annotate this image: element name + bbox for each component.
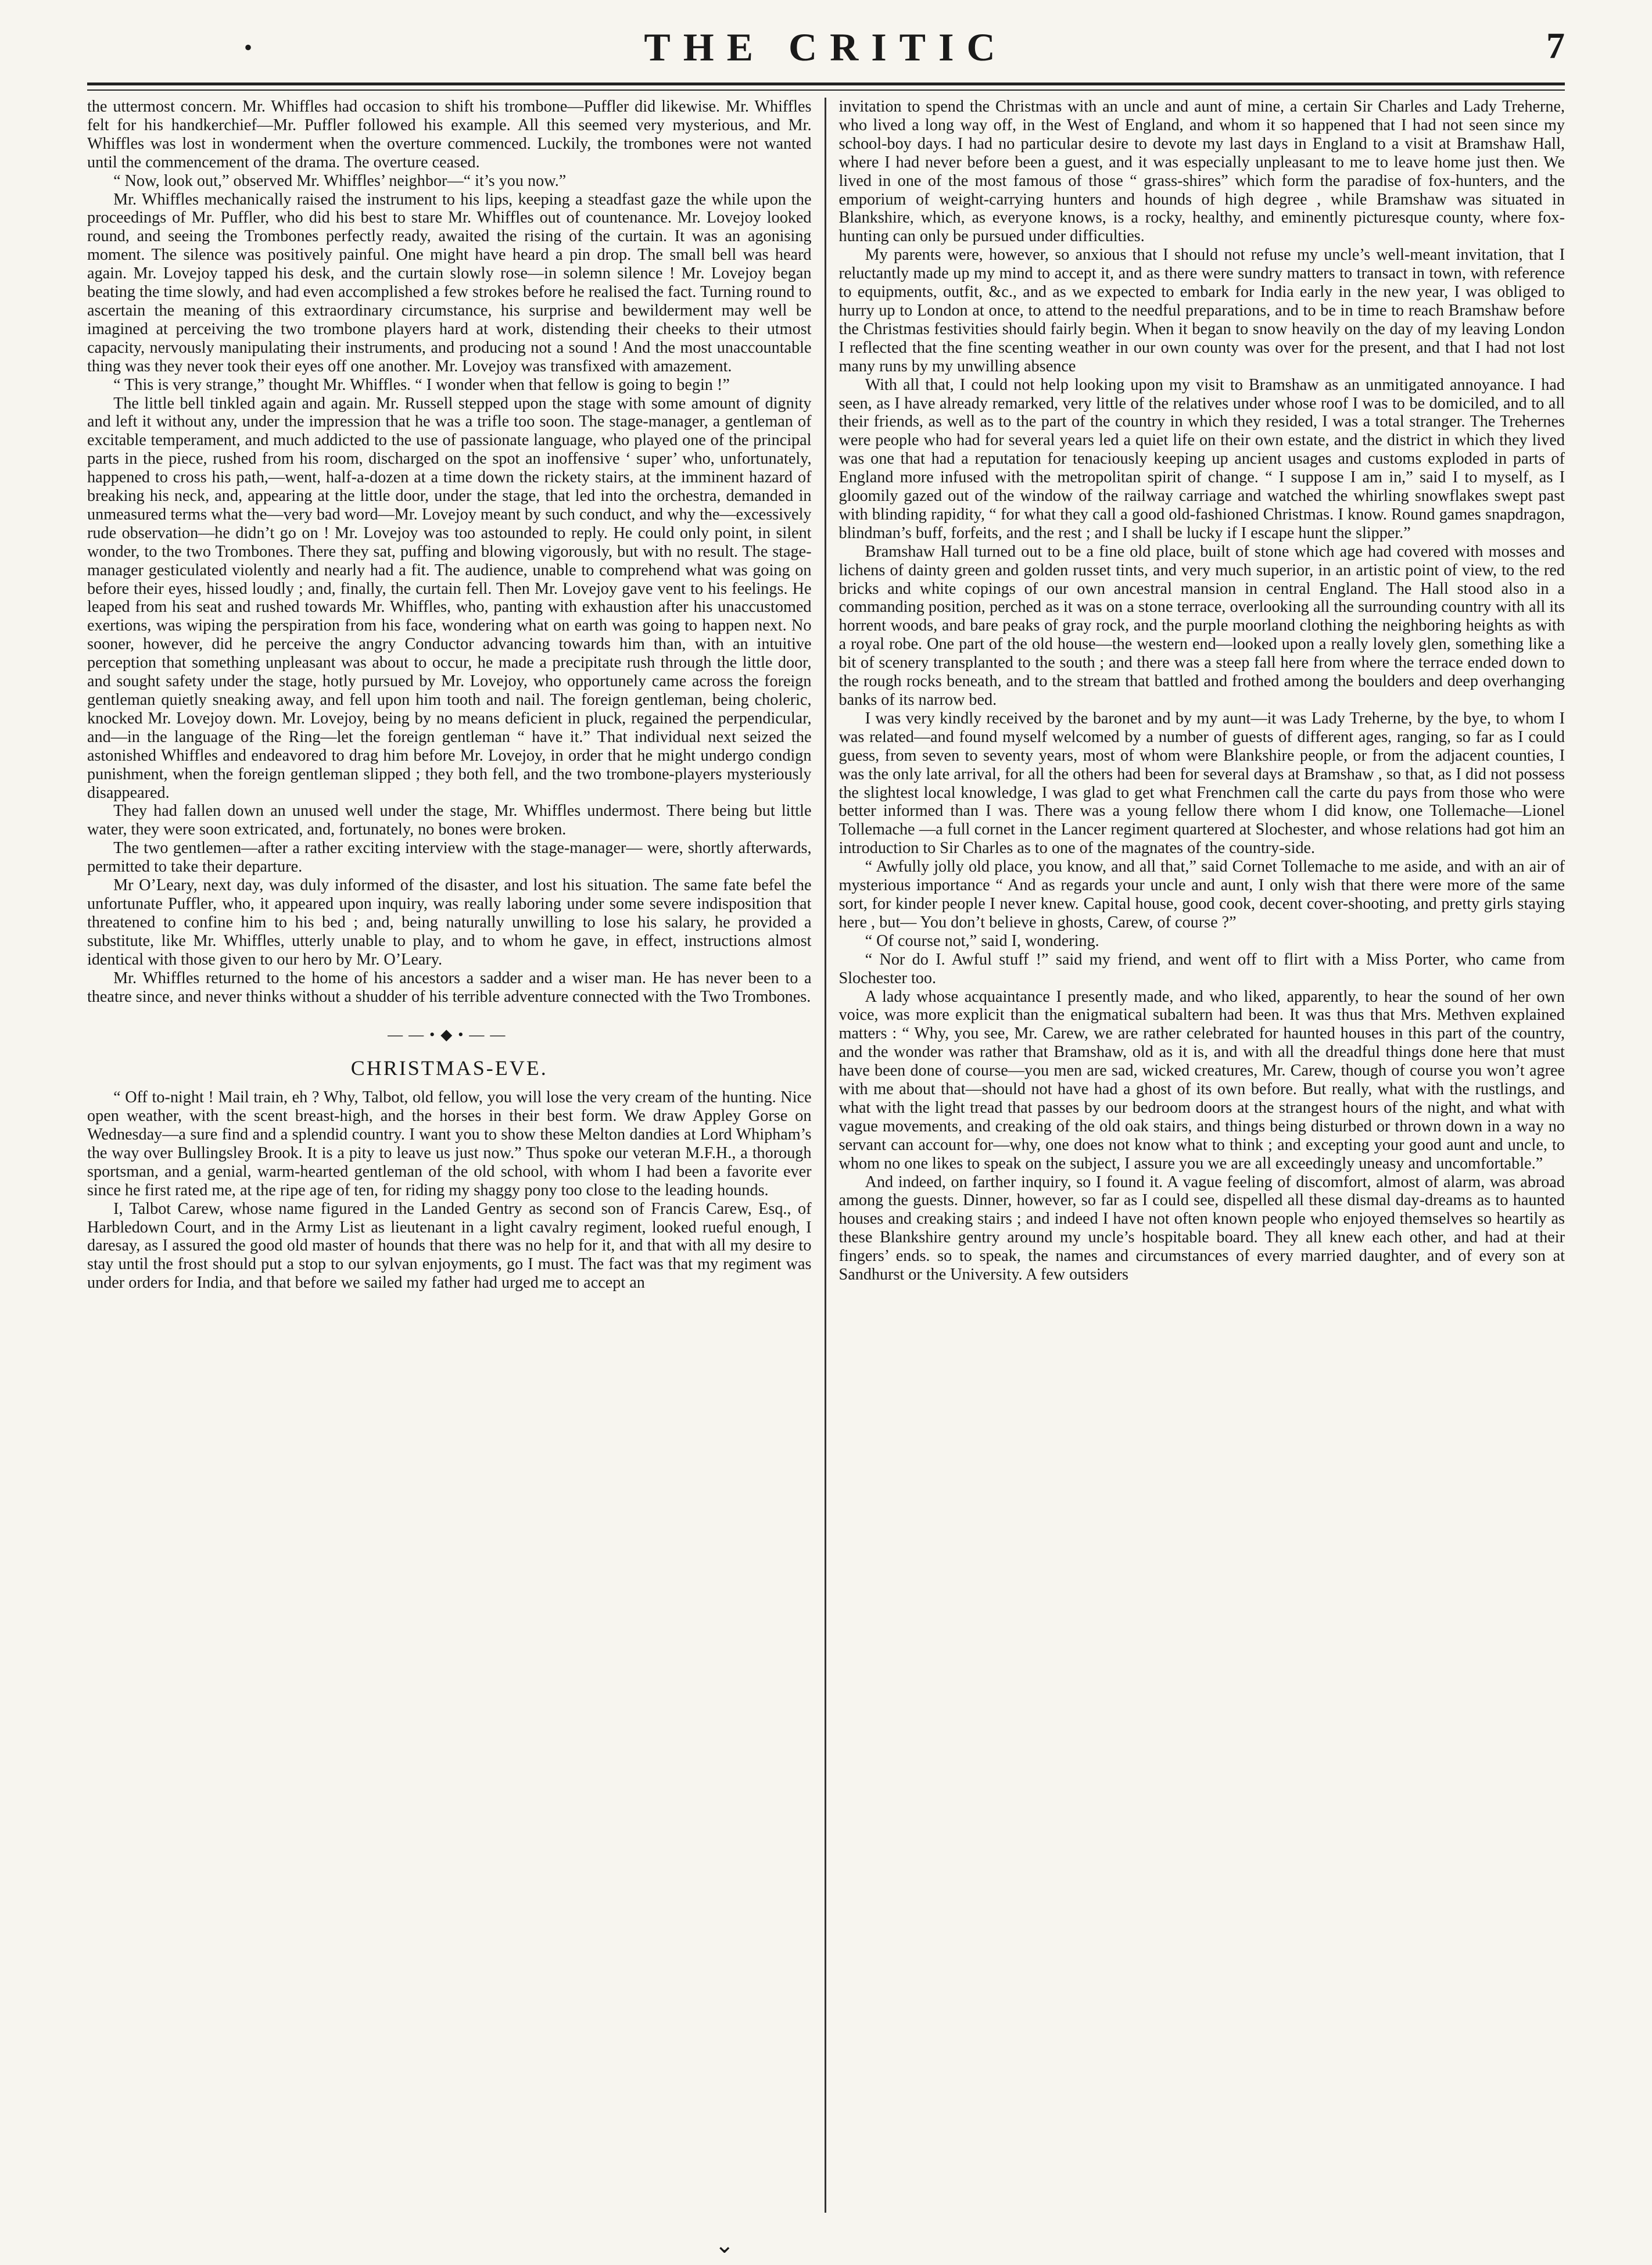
paragraph: the uttermost concern. Mr. Whiffles had occasion to shift his trombone—Puffler did likewise. Mr. Whiffles felt for his handkerchief—Mr. Puffler followed his example. All this seemed very mysterious, and Mr. Whiffles was lost in wonderment when the overture commenced. Luckily, the trombones were not wanted until the commencement of the drama. The overture ceased. bbox=[87, 98, 812, 171]
text-columns bbox=[87, 98, 1565, 2213]
left-column-paragraphs bbox=[87, 98, 812, 1006]
footer-mark: ⌄ bbox=[715, 2232, 734, 2258]
paragraph: Mr O’Leary, next day, was duly informed of the disaster, and lost his situation. The same fate befel the unfortunate Puffler, who, it appeared upon inquiry, was really laboring under some severe indisposition that threatened to confine him to his bed ; and, being naturally unwilling to lose his salary, he provided a substitute, like Mr. Whiffles, utterly unable to play, and to whom he gave, in effect, instructions almost identical with those given to our hero by Mr. O’Leary. bbox=[87, 876, 812, 969]
paragraph: invitation to spend the Christmas with an uncle and aunt of mine, a certain Sir Charles and Lady Treherne, who lived a long way off, in the West of England, and whom it so happened that I had not seen since my school-boy days. I had no particular desire to devote my last days in England to a visit at Bramshaw Hall, where I had never before been a guest, and it was especially unpleasant to me to leave home just then. We lived in one of the most famous of those “ grass-shires” which form the paradise of fox-hunters, and the emporium of weight-carrying hunters and hounds of high degree , while Bramshaw was situated in Blankshire, which, as everyone knows, is a rocky, healthy, and eminently picturesque county, where fox-hunting can only be pursued under difficulties. bbox=[838, 98, 1565, 246]
masthead-title: THE CRITIC bbox=[644, 25, 1008, 69]
paragraph: “ Nor do I. Awful stuff !” said my friend, and went off to flirt with a Miss Porter, who came from Slochester too. bbox=[838, 950, 1565, 987]
paragraph: Mr. Whiffles returned to the home of his ancestors a sadder and a wiser man. He has never been to a theatre since, and never thinks without a shudder of his terrible adventure connected with the Two Trombones. bbox=[87, 969, 812, 1006]
ornament-divider: ——•◆•—— bbox=[388, 1026, 511, 1044]
left-column-story-paragraphs bbox=[87, 1088, 812, 1292]
header-rule-thin bbox=[87, 89, 1565, 91]
paragraph: Mr. Whiffles mechanically raised the instrument to his lips, keeping a steadfast gaze the while upon the proceedings of Mr. Puffler, who did his best to stare Mr. Whiffles out of countenance. Mr. Lovejoy looked round, and seeing the Trombones perfectly ready, awaited the rising of the curtain. It was an agonising moment. The silence was positively painful. One might have heard a pin drop. The small bell was heard again. Mr. Lovejoy tapped his desk, and the curtain slowly rose—in solemn silence ! Mr. Lovejoy began beating the time slowly, and had even accomplished a few strokes before he realised the fact. Turning round to ascertain the meaning of this extraordinary circumstance, his surprise and bewilderment may well be imagined at perceiving the two trombone players hard at work, distending their cheeks to their utmost capacity, nervously manipulating their instruments, and producing not a sound ! And the most unaccountable thing was they never took their eyes off one another. Mr. Lovejoy was transfixed with amazement. bbox=[87, 190, 812, 375]
paragraph: “ Now, look out,” observed Mr. Whiffles’ neighbor—“ it’s you now.” bbox=[113, 171, 567, 190]
paragraph: The two gentlemen—after a rather exciting interview with the stage-manager— were, shortly afterwards, permitted to take their departure. bbox=[87, 839, 812, 876]
section-title: CHRISTMAS-EVE. bbox=[350, 1056, 548, 1080]
page-number: 7 bbox=[1546, 25, 1565, 66]
paragraph: I, Talbot Carew, whose name figured in the Landed Gentry as second son of Francis Carew, Esq., of Harbledown Court, and in the Army List as lieutenant in a light cavalry regiment, looked rueful enough, I daresay, as I assured the good old master of hounds that there was no help for it, and that with all my desire to stay until the frost should put a stop to our sylvan enjoyments, go I must. The fact was that my regiment was under orders for India, and that before we sailed my father had urged me to accept an bbox=[87, 1199, 812, 1292]
paragraph: My parents were, however, so anxious that I should not refuse my uncle’s well-meant invitation, that I reluctantly made up my mind to accept it, and as there were sundry matters to transact in town, with reference to equipments, outfit, &c., and as we expected to embark for India early in the new year, I was obliged to hurry up to London at once, to attend to the needful preparations, and to be in time to reach Bramshaw before the Christmas festivities should fairly begin. When it began to snow heavily on the day of my leaving London I reflected that the fine scenting weather in our own county was over for the present, and that I had not lost many runs by my unwilling absence bbox=[838, 246, 1565, 375]
paragraph: “ Off to-night ! Mail train, eh ? Why, Talbot, old fellow, you will lose the very cream of the hunting. Nice open weather, with the scent breast-high, and the horses in their best form. We draw Appley Gorse on Wednesday—a sure find and a splendid country. I want you to show these Melton dandies at Lord Whipham’s the way over Bullingsley Brook. It is a pity to leave us just now.” Thus spoke our veteran M.F.H., a thorough sportsman, and a genial, warm-hearted gentleman of the old school, with whom I had been a favorite ever since he first rated me, at the ripe age of ten, for riding my shaggy pony too close to the leading hounds. bbox=[87, 1088, 812, 1199]
paragraph: A lady whose acquaintance I presently made, and who liked, apparently, to hear the sound of her own voice, was more explicit than the enigmatical subaltern had been. It was thus that Mrs. Methven explained matters : “ Why, you see, Mr. Carew, we are rather celebrated for haunted houses in this part of the country, and the wonder was rather that Bramshaw, old as it is, and with all the dreadful things done here that must have been done of course—you men are sad, wicked creatures, Mr. Carew, though of course you won’t agree with me about that—should not have had a ghost of its own before. But really, what with the rustlings, and what with the light tread that passes by our bedroom doors at the strangest hours of the night, and what with vague movements, and creaking of the old oak stairs, and things being disturbed or thrown down in a way no servant can account for—why, one does not know what to think ; and excepting your good aunt and uncle, to whom no one likes to speak on the subject, I assure you we are all exceedingly uneasy and uncomfortable.” bbox=[838, 987, 1565, 1173]
section-break bbox=[87, 1026, 812, 1078]
paragraph: With all that, I could not help looking upon my visit to Bramshaw as an unmitigated annoyance. I had seen, as I have already remarked, very little of the relatives under whose roof I was to be domiciled, and to all their friends, as well as to the part of the country in which they resided, I was a total stranger. The Trehernes were people who had for several years led a quiet life on their own estate, and the district in which they lived was one that had a reputation for tenaciously keeping up ancient usages and customs exploded in parts of England more infused with the metropolitan spirit of change. “ I suppose I am in,” said I to myself, as I gloomily gazed out of the window of the railway carriage and watched the whirling snowflakes swept past with blinding rapidity, “ for what they call a good old-fashioned Christmas. I know. Round games snapdragon, blindman’s buff, forfeits, and the rest ; and I shall be lucky if I escape hunt the slipper.” bbox=[838, 375, 1565, 542]
page-header bbox=[87, 17, 1565, 87]
paragraph: I was very kindly received by the baronet and by my aunt—it was Lady Treherne, by the bye, to whom I was related—and found myself welcomed by a number of guests of different ages, ranging, so far as I could guess, from seven to seventy years, most of whom were Blankshire people, or from the adjacent counties, I was the only late arrival, for all the others had been for several days at Bramshaw , so that, as I did not possess the slightest local knowledge, I was glad to get what Frenchmen call the carte du pays from those who were better informed than I was. There was a young fellow there whom I did know, one Tollemache—Lionel Tollemache —a full cornet in the Lancer regiment quartered at Slochester, and whose relations had got him an introduction to Sir Charles as to one of the magnates of the country-side. bbox=[838, 709, 1565, 858]
right-column-paragraphs bbox=[839, 98, 1565, 1284]
paragraph: They had fallen down an unused well under the stage, Mr. Whiffles undermost. There being but little water, they were soon extricated, and, fortunately, no bones were broken. bbox=[87, 802, 812, 839]
paragraph: The little bell tinkled again and again. Mr. Russell stepped upon the stage with some amount of dignity and left it without any, under the impression that he was a trifle too soon. The stage-manager, a gentleman of excitable temperament, and much addicted to the use of passionate language, who played one of the principal parts in the piece, rushed from his room, discharged on the spot an inoffensive ‘ super’ who, unfortunately, happened to cross his path,—went, half-a-dozen at a time down the rickety stairs, at the imminent hazard of breaking his neck, and, appearing at the little door, under the stage, that led into the orchestra, demanded in unmeasured terms what the—very bad word—Mr. Lovejoy meant by such conduct, and why the—excessively rude observation—he didn’t go on ! Mr. Lovejoy was too astounded to reply. He could only point, in silent wonder, to the two Trombones. There they sat, puffing and blowing vigorously, but with no result. The stage-manager gesticulated violently and nearly had a fit. The audience, unable to comprehend what was going on before their eyes, hissed loudly ; and, finally, the curtain fell. Then Mr. Lovejoy gave vent to his feelings. He leaped from his seat and rushed towards Mr. Whiffles, who, panting with exhaustion after his unaccustomed exertions, was wiping the perspiration from his face, wondering what on earth was going to happen next. No sooner, however, did he perceive the angry Conductor advancing towards him than, with an intuitive perception that something unpleasant was about to occur, he made a precipitate rush through the little door, and sought safety under the stage, hotly pursued by Mr. Lovejoy, who opportunely came across the foreign gentleman quietly sneaking away, and fell upon him tooth and nail. The foreign gentleman, being choleric, knocked Mr. Lovejoy down. Mr. Lovejoy, being by no means deficient in pluck, regained the perpendicular, and—in the language of the Ring—let the foreign gentleman “ have it.” That individual next seized the astonished Whiffles and endeavored to drag him before Mr. Lovejoy, in order that he might undergo condign punishment, when the foreign gentleman slipped ; they both fell, and the two trombone-players mysteriously disappeared. bbox=[87, 394, 812, 802]
paragraph: Bramshaw Hall turned out to be a fine old place, built of stone which age had covered with mosses and lichens of dainty green and golden russet tints, and very much superior, in an artistic point of view, to the red bricks and white copings of our own ancestral mansion in central England. The Hall stood also in a commanding position, perched as it was on a stone terrace, overlooking all the surrounding country with all its horrent woods, and bare peaks of gray rock, and the purple moorland clothing the neighboring heights as with a royal robe. One part of the old house—the western end—looked upon a really lovely glen, something like a bit of scenery transplanted to the south ; and there was a steep fall here from where the terrace ended down to the rough rocks beneath, and to the stream that battled and frothed among the boulders and deep overhanging banks of its narrow bed. bbox=[838, 542, 1565, 709]
paragraph: “ Awfully jolly old place, you know, and all that,” said Cornet Tollemache to me aside, and with an air of mysterious importance “ And as regards your uncle and aunt, I only wish that there were more of the same sort, for kinder people I never knew. Capital house, good cook, decent cover-shooting, and pretty girls staying here , but— You don’t believe in ghosts, Carew, of course ?” bbox=[838, 858, 1565, 931]
paragraph: And indeed, on farther inquiry, so I found it. A vague feeling of discomfort, almost of alarm, was abroad among the guests. Dinner, however, so far as I could see, dispelled all these dismal day-dreams as to haunted houses and creaking stairs ; and indeed I have not often known people who enjoyed themselves so heartily as these Blankshire gentry around my uncle’s hospitable board. They all knew each other, and had at their fingers’ ends. so to speak, the names and circumstances of every married daughter, and of every son at Sandhurst or the University. A few outsiders bbox=[838, 1173, 1565, 1284]
header-dot: • bbox=[244, 34, 253, 60]
right-column bbox=[826, 98, 1565, 2213]
left-column bbox=[87, 98, 826, 2213]
paragraph: “ Of course not,” said I, wondering. bbox=[865, 931, 1099, 950]
paragraph: “ This is very strange,” thought Mr. Whiffles. “ I wonder when that fellow is going to begin !” bbox=[113, 375, 730, 394]
header-rule-thick bbox=[87, 83, 1565, 85]
